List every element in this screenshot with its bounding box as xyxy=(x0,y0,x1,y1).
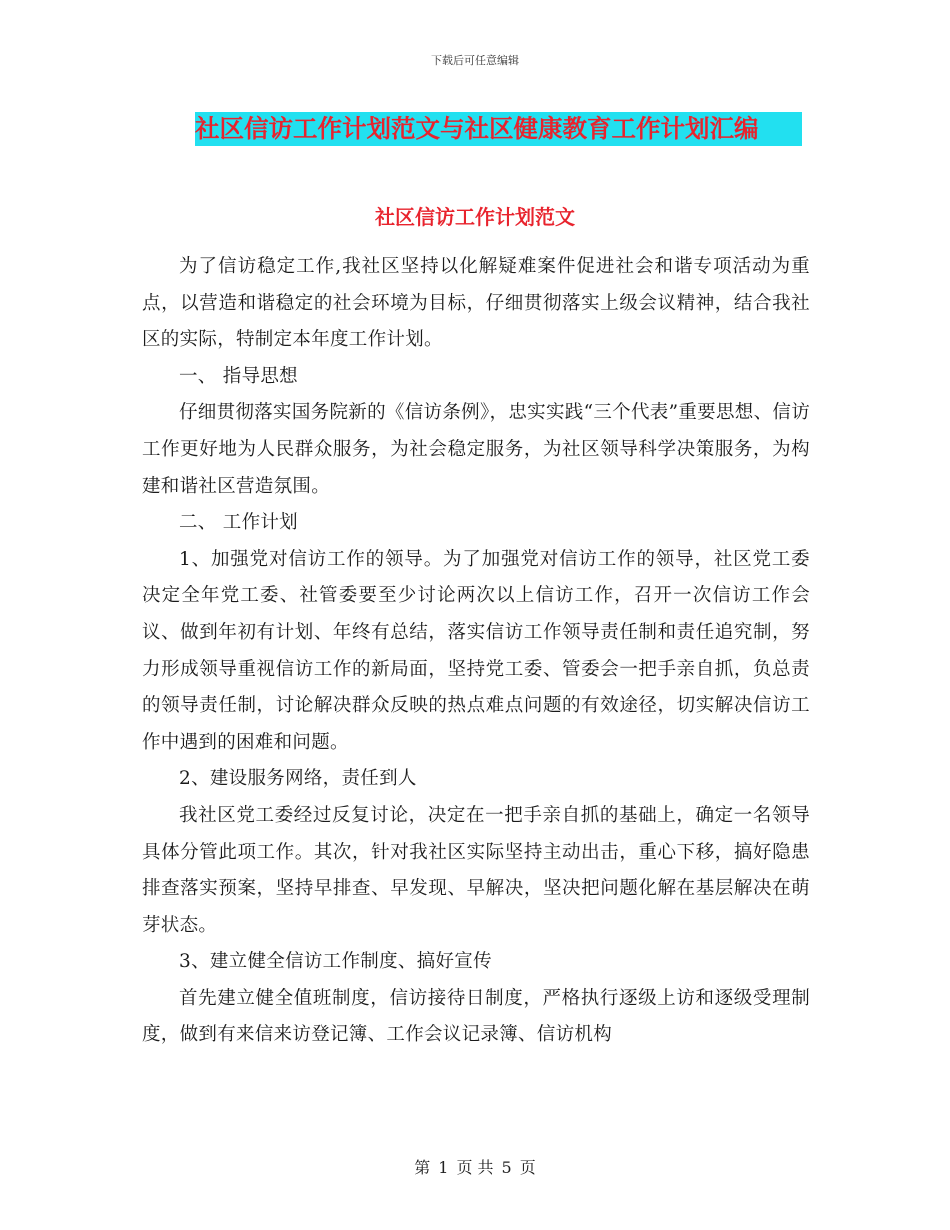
paragraph: 首先建立健全值班制度，信访接待日制度，严格执行逐级上访和逐级受理制度，做到有来信来访登记簿、工作会议记录簿、信访机构 xyxy=(142,987,810,1046)
paragraph-heading: 3、建立健全信访工作制度、搞好宣传 xyxy=(179,951,492,973)
page-total: 5 xyxy=(501,1158,512,1177)
paragraph-heading: 二、 工作计划 xyxy=(179,512,298,534)
paragraph-heading: 2、建设服务网络，责任到人 xyxy=(179,768,417,790)
paragraph-heading: 一、 指导思想 xyxy=(179,365,298,387)
footer-prefix: 第 xyxy=(414,1158,431,1177)
footer-suffix: 页 xyxy=(519,1158,536,1177)
document-title: 社区信访工作计划范文与社区健康教育工作计划汇编 xyxy=(195,112,802,146)
paragraph: 仔细贯彻落实国务院新的《信访条例》，忠实实践“三个代表”重要思想、信访工作更好地为人民群众服务，为社会稳定服务，为社区领导科学决策服务，为构建和谐社区营造氛围。 xyxy=(142,402,810,497)
paragraph: 为了信访稳定工作,我社区坚持以化解疑难案件促进社会和谐专项活动为重点，以营造和谐稳定的社会环境为目标，仔细贯彻落实上级会议精神，结合我社区的实际，特制定本年度工作计划。 xyxy=(142,256,810,351)
page-footer xyxy=(0,1155,950,1178)
page-header: 下载后可任意编辑 xyxy=(431,54,519,67)
footer-middle: 页 共 xyxy=(456,1158,494,1177)
paragraph: 我社区党工委经过反复讨论，决定在一把手亲自抓的基础上，确定一名领导具体分管此项工作。其次，针对我社区实际坚持主动出击，重心下移，搞好隐患排查落实预案，坚持早排查、早发现、早解决，坚决把问题化解在基层解决在萌芽状态。 xyxy=(142,804,810,936)
section-title: 社区信访工作计划范文 xyxy=(375,205,575,229)
page-number: 1 xyxy=(438,1158,449,1177)
document-body xyxy=(142,249,810,1054)
paragraph: 1、加强党对信访工作的领导。为了加强党对信访工作的领导，社区党工委决定全年党工委、社管委要至少讨论两次以上信访工作，召开一次信访工作会议、做到年初有计划、年终有总结，落实信访工作领导责任制和责任追究制，努力形成领导重视信访工作的新局面，坚持党工委、管委会一把手亲自抓，负总责的领导责任制，讨论解决群众反映的热点难点问题的有效途径，切实解决信访工作中遇到的困难和问题。 xyxy=(142,548,810,753)
